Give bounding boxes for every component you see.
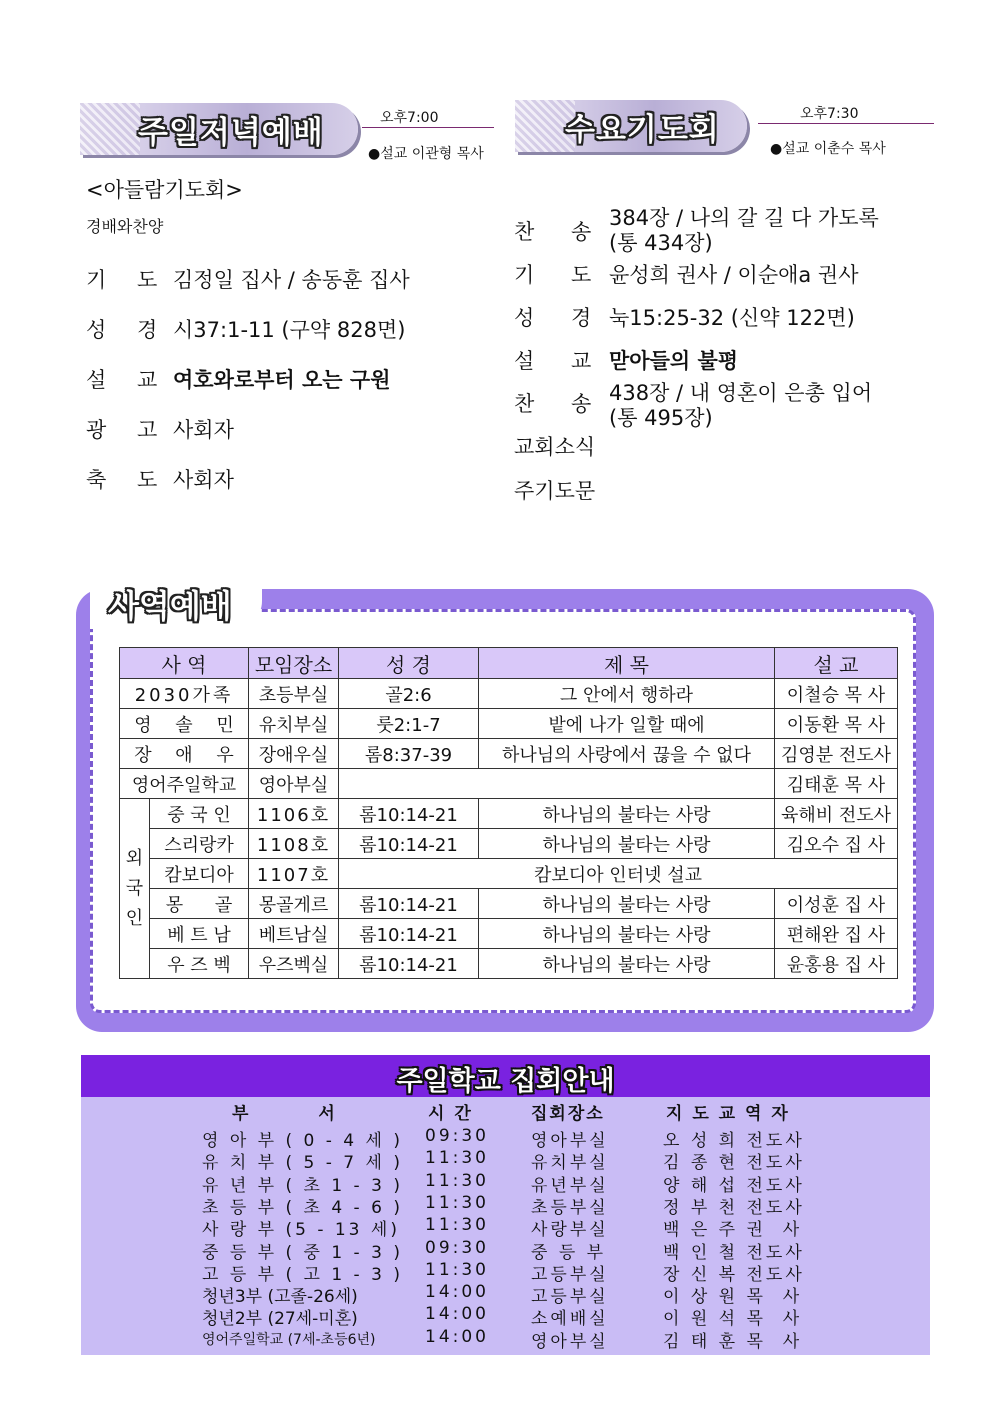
item-label: 성 경 <box>86 318 158 342</box>
item-value: 사회자 <box>173 418 234 442</box>
ministry-table <box>119 647 898 979</box>
school-leader-cell: 이 원 석 목 사 <box>663 1309 803 1330</box>
preacher-cell: 편해완 집 사 <box>775 919 898 949</box>
bible-cell: 롬10:14-21 <box>339 889 479 919</box>
sunday-evening-title: 주일저녁예배 <box>138 115 324 151</box>
item-label: 주기도문 <box>514 479 596 503</box>
bible-cell: 롬10:14-21 <box>339 829 479 859</box>
preacher-cell: 김태훈 목 사 <box>775 769 898 799</box>
item-label: 설 교 <box>514 349 592 373</box>
school-time-cell: 14:00 <box>425 1304 489 1325</box>
table-row <box>120 679 898 709</box>
place-cell: 유치부실 <box>249 709 339 739</box>
name-cell: 중 국 인 <box>150 799 249 829</box>
col-header-leader: 지 도 교 역 자 <box>666 1104 790 1124</box>
bible-cell: 골2:6 <box>339 679 479 709</box>
school-leader-cell: 양 해 섭 전도사 <box>663 1175 805 1196</box>
school-leader-cell: 정 부 천 전도사 <box>663 1197 805 1218</box>
school-time-cell: 09:30 <box>425 1237 489 1258</box>
place-cell: 몽골게르 <box>249 889 339 919</box>
topic-cell: 하나님의 불타는 사랑 <box>479 799 775 829</box>
header-cell: 제 목 <box>479 648 775 679</box>
item-value: 384장 / 나의 갈 길 다 가도록 <box>609 206 879 230</box>
sunday-evening-banner <box>80 103 358 155</box>
sermon-title: 맏아들의 불평 <box>609 349 739 373</box>
header-cell: 성 경 <box>339 648 479 679</box>
place-cell: 1106호 <box>249 799 339 829</box>
sunday-evening-opening: 경배와찬양 <box>86 217 164 236</box>
preacher-cell: 이성훈 집 사 <box>775 889 898 919</box>
name-cell: 장 애 우 <box>120 739 249 769</box>
school-leader-cell: 이 상 원 목 사 <box>663 1287 803 1308</box>
topic-cell: 캄보디아 인터넷 설교 <box>339 859 898 889</box>
topic-cell: 하나님의 불타는 사랑 <box>479 949 775 979</box>
preacher-cell: 김영분 전도사 <box>775 739 898 769</box>
school-place-cell: 소예배실 <box>531 1309 609 1330</box>
school-leader-cell: 백 은 주 권 사 <box>663 1220 803 1241</box>
school-dept-cell: 중 등 부 ( 중 1 - 3 ) <box>202 1242 403 1263</box>
school-leader-cell: 장 신 복 전도사 <box>663 1264 805 1285</box>
item-label: 찬 송 <box>514 220 592 244</box>
school-leader-cell: 김 태 훈 목 사 <box>663 1331 803 1352</box>
sunday-evening-subtitle: <아들람기도회> <box>86 178 243 202</box>
bible-cell: 롬8:37-39 <box>339 739 479 769</box>
table-row <box>120 859 898 889</box>
item-value: 눅15:25-32 (신약 122면) <box>609 306 855 330</box>
topic-cell: 하나님의 불타는 사랑 <box>479 889 775 919</box>
wednesday-preacher: ●설교 이춘수 목사 <box>770 141 886 157</box>
wednesday-title: 수요기도회 <box>565 112 720 148</box>
item-label: 성 경 <box>514 306 592 330</box>
sunday-school-header <box>81 1055 930 1097</box>
header-cell: 모임장소 <box>249 648 339 679</box>
place-cell: 영아부실 <box>249 769 339 799</box>
item-value: 시37:1-11 (구약 828면) <box>173 318 406 342</box>
table-header-row <box>120 648 898 679</box>
school-dept-cell: 사 랑 부 (5 - 13 세) <box>202 1220 400 1241</box>
col-header-place: 집회장소 <box>531 1104 605 1124</box>
school-dept-cell: 유 치 부 ( 5 - 7 세 ) <box>202 1153 403 1174</box>
ministry-title: 사역예배 <box>108 587 232 625</box>
preacher-cell: 이철승 목 사 <box>775 679 898 709</box>
wednesday-banner <box>515 100 747 152</box>
col-header-dept: 부 서 <box>232 1104 337 1124</box>
name-cell: 베 트 남 <box>150 919 249 949</box>
school-leader-cell: 김 종 현 전도사 <box>663 1153 805 1174</box>
school-dept-cell: 초 등 부 ( 초 4 - 6 ) <box>202 1197 403 1218</box>
school-time-cell: 09:30 <box>425 1126 489 1146</box>
bible-cell: 롬10:14-21 <box>339 919 479 949</box>
school-place-cell: 초등부실 <box>531 1197 609 1218</box>
place-cell: 우즈벡실 <box>249 949 339 979</box>
item-label: 광 고 <box>86 418 158 442</box>
sunday-school-title: 주일학교 집회안내 <box>396 1066 615 1097</box>
school-dept-cell: 청년2부 (27세-미혼) <box>202 1309 358 1330</box>
school-time-cell: 11:30 <box>425 1259 489 1280</box>
item-value: 윤성희 권사 / 이순애a 권사 <box>609 263 859 287</box>
header-cell: 설 교 <box>775 648 898 679</box>
table-row <box>120 739 898 769</box>
school-place-cell: 유치부실 <box>531 1153 609 1174</box>
table-row <box>120 889 898 919</box>
item-value-sub: (통 495장) <box>609 406 713 430</box>
place-cell: 1108호 <box>249 829 339 859</box>
school-place-cell: 중 등 부 <box>531 1242 607 1263</box>
preacher-cell: 육해비 전도사 <box>775 799 898 829</box>
school-dept-cell: 영어주일학교 (7세-초등6년) <box>202 1331 376 1348</box>
table-row <box>120 949 898 979</box>
table-row <box>120 799 898 829</box>
school-place-cell: 고등부실 <box>531 1264 609 1285</box>
item-label: 축 도 <box>86 468 158 492</box>
school-time-cell: 11:30 <box>425 1170 489 1191</box>
place-cell: 1107호 <box>249 859 339 889</box>
wednesday-time: 오후7:30 <box>800 106 859 122</box>
name-cell: 영 솔 민 <box>120 709 249 739</box>
preacher-cell: 김오수 집 사 <box>775 829 898 859</box>
table-row <box>120 829 898 859</box>
school-dept-cell: 유 년 부 ( 초 1 - 3 ) <box>202 1175 403 1196</box>
bible-cell: 룻2:1-7 <box>339 709 479 739</box>
topic-cell: 하나님의 사랑에서 끊을 수 없다 <box>479 739 775 769</box>
item-value-sub: (통 434장) <box>609 231 713 255</box>
place-cell: 베트남실 <box>249 919 339 949</box>
divider <box>362 127 494 128</box>
preacher-cell: 윤홍용 집 사 <box>775 949 898 979</box>
empty-cell <box>339 769 775 799</box>
name-cell: 스리랑카 <box>150 829 249 859</box>
preacher-cell: 이동환 목 사 <box>775 709 898 739</box>
sunday-evening-preacher: ●설교 이관형 목사 <box>368 146 484 162</box>
header-cell: 사 역 <box>120 648 249 679</box>
name-cell: 몽 골 <box>150 889 249 919</box>
school-leader-cell: 오 성 희 전도사 <box>663 1131 805 1151</box>
place-cell: 초등부실 <box>249 679 339 709</box>
school-leader-cell: 백 인 철 전도사 <box>663 1242 805 1263</box>
school-time-cell: 11:30 <box>425 1215 489 1236</box>
name-cell: 우 즈 벡 <box>150 949 249 979</box>
col-header-time: 시 간 <box>428 1104 473 1124</box>
school-place-cell: 영아부실 <box>531 1331 609 1352</box>
divider <box>758 123 934 124</box>
school-time-cell: 11:30 <box>425 1148 489 1169</box>
place-cell: 장애우실 <box>249 739 339 769</box>
item-value: 김정일 집사 / 송동훈 집사 <box>173 268 410 292</box>
topic-cell: 하나님의 불타는 사랑 <box>479 919 775 949</box>
school-place-cell: 고등부실 <box>531 1287 609 1308</box>
item-label: 설 교 <box>86 368 158 392</box>
item-label: 기 도 <box>86 268 158 292</box>
foreign-label-cell <box>120 799 150 979</box>
name-cell: 영어주일학교 <box>120 769 249 799</box>
item-value: 사회자 <box>173 468 234 492</box>
ministry-tab <box>90 577 262 629</box>
bible-cell: 롬10:14-21 <box>339 949 479 979</box>
item-value: 438장 / 내 영혼이 은총 입어 <box>609 381 873 405</box>
item-label: 찬 송 <box>514 392 592 416</box>
item-label: 기 도 <box>514 263 592 287</box>
sermon-title: 여호와로부터 오는 구원 <box>173 368 391 392</box>
banner-pattern <box>80 103 140 155</box>
table-row <box>120 769 898 799</box>
table-row <box>120 919 898 949</box>
item-label: 교회소식 <box>514 435 596 459</box>
topic-cell: 그 안에서 행하라 <box>479 679 775 709</box>
table-row <box>120 709 898 739</box>
name-cell: 캄보디아 <box>150 859 249 889</box>
school-dept-cell: 영 아 부 ( 0 - 4 세 ) <box>202 1131 403 1151</box>
school-time-cell: 11:30 <box>425 1192 489 1213</box>
topic-cell: 밭에 나가 일할 때에 <box>479 709 775 739</box>
school-time-cell: 14:00 <box>425 1326 489 1347</box>
school-dept-cell: 고 등 부 ( 고 1 - 3 ) <box>202 1264 403 1285</box>
topic-cell: 하나님의 불타는 사랑 <box>479 829 775 859</box>
bible-cell: 롬10:14-21 <box>339 799 479 829</box>
school-place-cell: 영아부실 <box>531 1131 609 1151</box>
school-place-cell: 사랑부실 <box>531 1220 609 1241</box>
name-cell: 2030가족 <box>120 679 249 709</box>
school-place-cell: 유년부실 <box>531 1175 609 1196</box>
foreign-label: 외국인 <box>125 847 144 929</box>
school-dept-cell: 청년3부 (고졸-26세) <box>202 1287 358 1308</box>
school-time-cell: 14:00 <box>425 1282 489 1303</box>
sunday-evening-time: 오후7:00 <box>380 110 439 126</box>
